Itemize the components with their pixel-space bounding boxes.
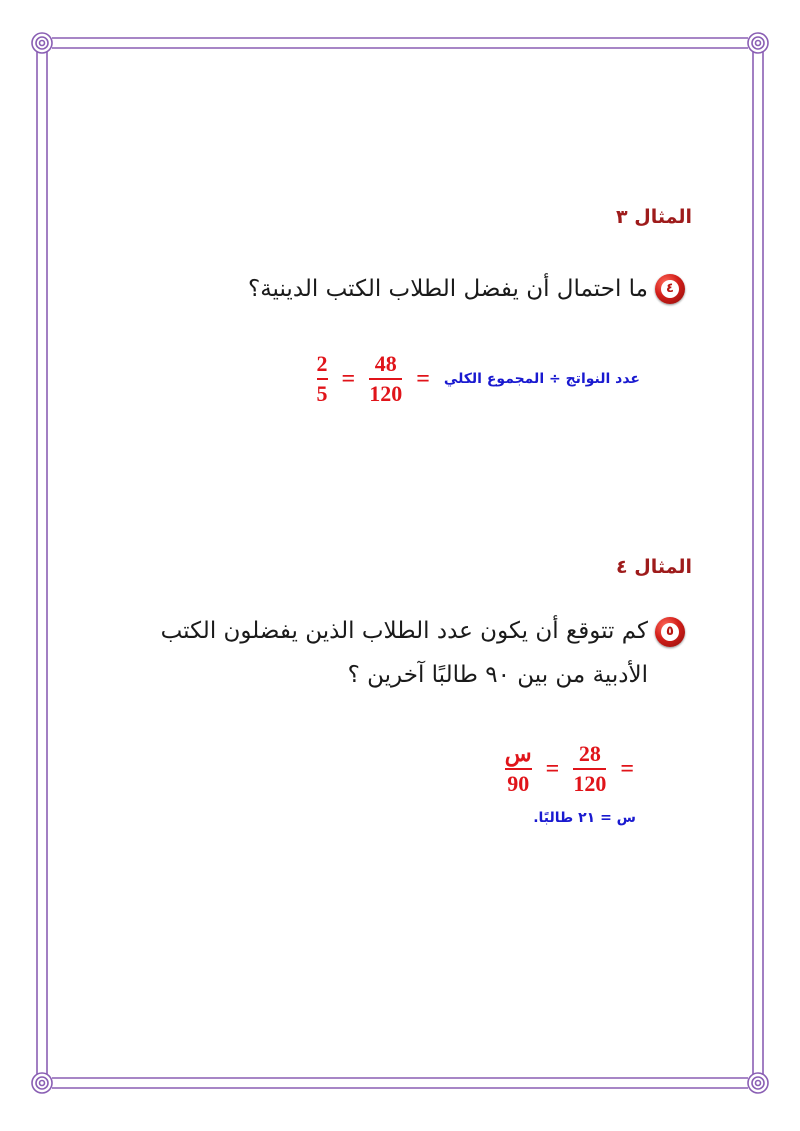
example4-equation: [505, 742, 634, 796]
example4-question-line1: كم تتوقع أن يكون عدد الطلاب الذين يفضلون الكتب: [160, 618, 648, 644]
question-number-badge: [655, 274, 685, 304]
fraction-numerator: 2: [316, 351, 328, 376]
corner-ornament-icon: [32, 1073, 52, 1093]
fraction-bar: [369, 378, 402, 380]
fraction: [317, 352, 328, 406]
corner-ornament-icon: [748, 1073, 768, 1093]
fraction-bar: [317, 378, 328, 380]
example4-answer: س = ٢١ طالبًا.: [533, 810, 636, 826]
example4-heading: المثال ٤: [616, 556, 692, 578]
fraction-bar: [505, 768, 532, 770]
fraction-numerator: 28: [578, 741, 601, 766]
equals-sign: =: [341, 366, 356, 392]
fraction-denominator: 90: [507, 771, 530, 796]
question-number: ٥: [661, 623, 679, 641]
equals-sign: =: [620, 756, 634, 782]
example3-question: ما احتمال أن يفضل الطلاب الكتب الدينية؟: [248, 276, 648, 302]
fraction-denominator: 120: [369, 381, 403, 406]
fraction-bar: [573, 768, 606, 770]
fraction-denominator: 5: [316, 381, 328, 406]
fraction-numerator: س: [504, 741, 532, 766]
fraction: [369, 352, 402, 406]
fraction: [573, 742, 606, 796]
example3-equation: [317, 352, 640, 406]
equals-sign: =: [416, 366, 430, 392]
question-number-badge: [655, 617, 685, 647]
fraction-denominator: 120: [573, 771, 607, 796]
example3-heading: المثال ٣: [616, 206, 692, 228]
corner-ornament-icon: [32, 33, 52, 53]
fraction-numerator: 48: [374, 351, 397, 376]
example4-question-line2: الأدبية من بين ٩٠ طالبًا آخرين ؟: [347, 662, 648, 688]
corner-ornament-icon: [748, 33, 768, 53]
question-number: ٤: [661, 280, 679, 298]
formula-label: عدد النواتج ÷ المجموع الكلي: [443, 371, 640, 387]
equals-sign: =: [545, 756, 560, 782]
fraction: [505, 742, 532, 796]
